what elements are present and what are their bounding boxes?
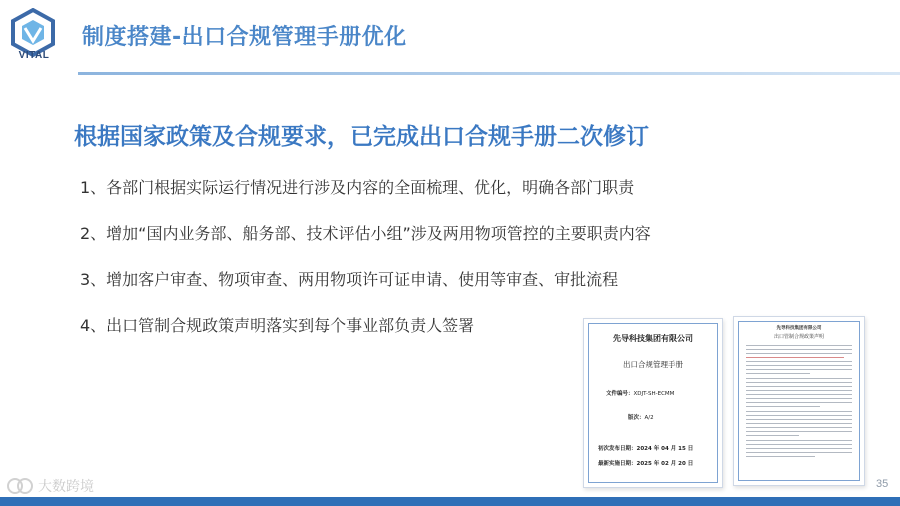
list-item: 4、出口管制合规政策声明落实到每个事业部负责人签署 [80,316,475,335]
document-text-lines [746,345,852,460]
document-policy-title: 出口管制合规政策声明 [773,334,824,340]
main-heading: 根据国家政策及合规要求，已完成出口合规手册二次修订 [74,124,649,150]
first-release-value: 2024 年 04 月 15 日 [636,446,694,452]
file-no-label: 文件编号： [606,391,634,397]
document-first-release [598,444,693,452]
logo-text: VITAL [18,50,50,61]
watermark [6,476,94,496]
version-value: A/2 [644,415,654,421]
watermark-logo-icon [6,476,34,496]
document-company: 先导科技集团有限公司 [776,326,822,331]
document-manual-title: 出口合规管理手册 [623,360,683,369]
list-item: 3、增加客户审查、物项审查、两用物项许可证申请、使用等审查、审批流程 [80,270,619,289]
latest-impl-label: 最新实施日期： [598,461,637,467]
header-divider [78,72,900,75]
document-latest-impl [598,459,693,467]
first-release-label: 初次发布日期： [598,446,637,452]
document-version [628,413,654,421]
list-item: 2、增加“国内业务部、船务部、技术评估小组”涉及两用物项管控的主要职责内容 [80,224,651,243]
points-list [80,175,651,359]
document-company: 先导科技集团有限公司 [613,333,693,343]
footer-bar [0,497,900,506]
latest-impl-value: 2025 年 02 月 20 日 [636,461,694,467]
version-label: 版次： [628,415,645,421]
page-title: 制度搭建-出口合规管理手册优化 [82,25,407,50]
manual-cover-document [583,318,723,488]
page-number: 35 [876,478,889,490]
list-item: 1、各部门根据实际运行情况进行涉及内容的全面梳理、优化，明确各部门职责 [80,178,635,197]
policy-statement-document [733,316,865,486]
file-no-value: XDJT-SH-ECMM [633,391,675,397]
watermark-text: 大数跨境 [38,479,94,495]
document-file-no [606,389,674,397]
